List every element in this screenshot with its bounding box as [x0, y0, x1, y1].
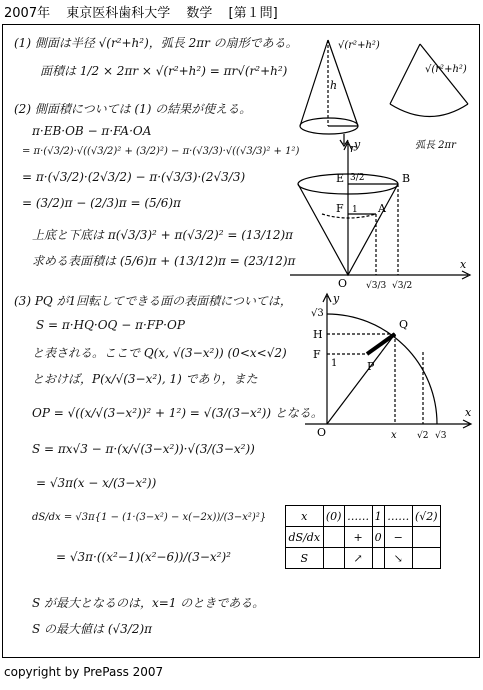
part2-line4: = π·(√3/2)·(2√3/2) − π·(√3/3)·(2√3/3) — [22, 170, 246, 184]
part2-line2: π·EB·OB − π·FA·OA — [32, 124, 152, 138]
table-cell: dS/dx — [286, 527, 324, 548]
part3-line3: と表される。ここで Q(x, √(3−x²)) (0<x<√2) — [32, 346, 287, 360]
part3-line8: dS/dx = √3π{1 − (1·(3−x²) − x(−2x))/(3−x²)²} — [32, 512, 267, 523]
table-cell: x — [286, 506, 324, 527]
table-cell: 1 — [372, 506, 384, 527]
header-problem: [第１問] — [228, 6, 278, 21]
part2-line1: (2) 側面積については (1) の結果が使える。 — [14, 102, 252, 116]
fig2-a-label: A — [378, 202, 386, 215]
part2-line3: = π·(√3/2)·√((√3/2)² + (3/2)²) − π·(√3/3)·√((√3/3)² + 1²) — [22, 146, 300, 157]
fig3-x-axis-label: x — [465, 406, 472, 419]
sector-label: √(r²+h²) — [425, 64, 467, 75]
fig3-h-label: H — [313, 328, 323, 341]
fig3-root3-tick: √3 — [435, 431, 447, 441]
fig3-p-label: P — [367, 360, 375, 373]
table-cell — [323, 527, 344, 548]
part3-line9: = √3π·((x²−1)(x²−6))/(3−x²)² — [56, 550, 231, 564]
fig3-q-label: Q — [399, 318, 409, 331]
table-cell: − — [384, 527, 412, 548]
fig2-b-label: B — [402, 172, 411, 185]
fig3-o-label: O — [317, 426, 327, 439]
part3-line5: OP = √((x/√(3−x²))² + 1²) = √(3/(3−x²)) となる。 — [32, 406, 323, 420]
table-cell — [323, 548, 344, 569]
fig2-tick-a: √3/3 — [366, 281, 387, 290]
fig2-e-label: E — [336, 172, 345, 185]
cone-r-label: r — [350, 142, 356, 154]
quarter-circle-figure — [305, 292, 475, 442]
part2-line7: 求める表面積は (5/6)π + (13/12)π = (23/12)π — [32, 254, 296, 268]
cone-figure — [280, 34, 475, 154]
fig2-tick-f: 1 — [352, 205, 358, 215]
header-subject: 数学 — [186, 6, 213, 21]
part3-line2: S = π·HQ·OQ − π·FP·OP — [36, 318, 185, 332]
part3-line11: S の最大値は (√3/2)π — [32, 622, 153, 636]
fig3-root3-label: √3 — [311, 308, 324, 319]
fig3-one-label: 1 — [331, 358, 338, 369]
table-cell: + — [344, 527, 372, 548]
fig2-f-label: F — [336, 202, 344, 215]
part1-line2: 面積は 1/2 × 2πr × √(r²+h²) = πr√(r²+h²) — [40, 64, 288, 78]
fig3-x-tick: x — [391, 430, 397, 441]
table-cell: (√2) — [412, 506, 440, 527]
table-cell — [412, 548, 440, 569]
table-row — [286, 527, 441, 548]
fig2-o-label: O — [338, 277, 348, 290]
header-year: 2007年 — [4, 6, 51, 21]
fig2-y-label: y — [354, 140, 361, 151]
fig2-tick-b: √3/2 — [392, 281, 413, 290]
fig3-f-label: F — [313, 348, 321, 361]
fig2-x-label: x — [460, 258, 467, 271]
table-row — [286, 506, 441, 527]
part3-line7: = √3π(x − x/(3−x²)) — [36, 476, 157, 490]
part2-line6: 上底と下底は π(√3/3)² + π(√3/2)² = (13/12)π — [32, 228, 294, 242]
arc-label: 弧長 2πr — [415, 140, 456, 151]
part3-line6: S = πx√3 − π·(x/√(3−x²))·√(3/(3−x²)) — [32, 442, 255, 456]
fig2-tick-e: 3/2 — [350, 173, 365, 183]
fig3-root2-tick: √2 — [417, 431, 429, 441]
cone-slant-label: √(r²+h²) — [338, 40, 380, 51]
table-cell — [412, 527, 440, 548]
fig3-y-label: y — [333, 292, 340, 305]
table-cell: S — [286, 548, 324, 569]
copyright-footer: copyright by PrePass 2007 — [4, 665, 164, 679]
part1-line1: (1) 側面は半径 √(r²+h²)，弧長 2πr の扇形である。 — [14, 36, 298, 50]
table-cell: (0) — [323, 506, 344, 527]
table-cell: ↘ — [384, 548, 412, 569]
table-cell: …… — [344, 506, 372, 527]
cone-h-label: h — [330, 79, 338, 92]
table-cell: 0 — [372, 527, 384, 548]
variation-table — [285, 505, 441, 569]
part3-line10: S が最大となるのは，x=1 のときである。 — [32, 596, 265, 610]
frustum-figure — [290, 140, 475, 290]
part3-line4: とおけば，P(x/√(3−x²), 1) であり，また — [32, 372, 258, 386]
table-row — [286, 548, 441, 569]
table-cell — [372, 548, 384, 569]
table-cell: …… — [384, 506, 412, 527]
header — [4, 2, 290, 21]
table-cell: ↗ — [344, 548, 372, 569]
part3-line1: (3) PQ が1回転してできる面の表面積については， — [14, 294, 292, 308]
part2-line5: = (3/2)π − (2/3)π = (5/6)π — [22, 196, 181, 210]
header-university: 東京医科歯科大学 — [66, 6, 171, 21]
